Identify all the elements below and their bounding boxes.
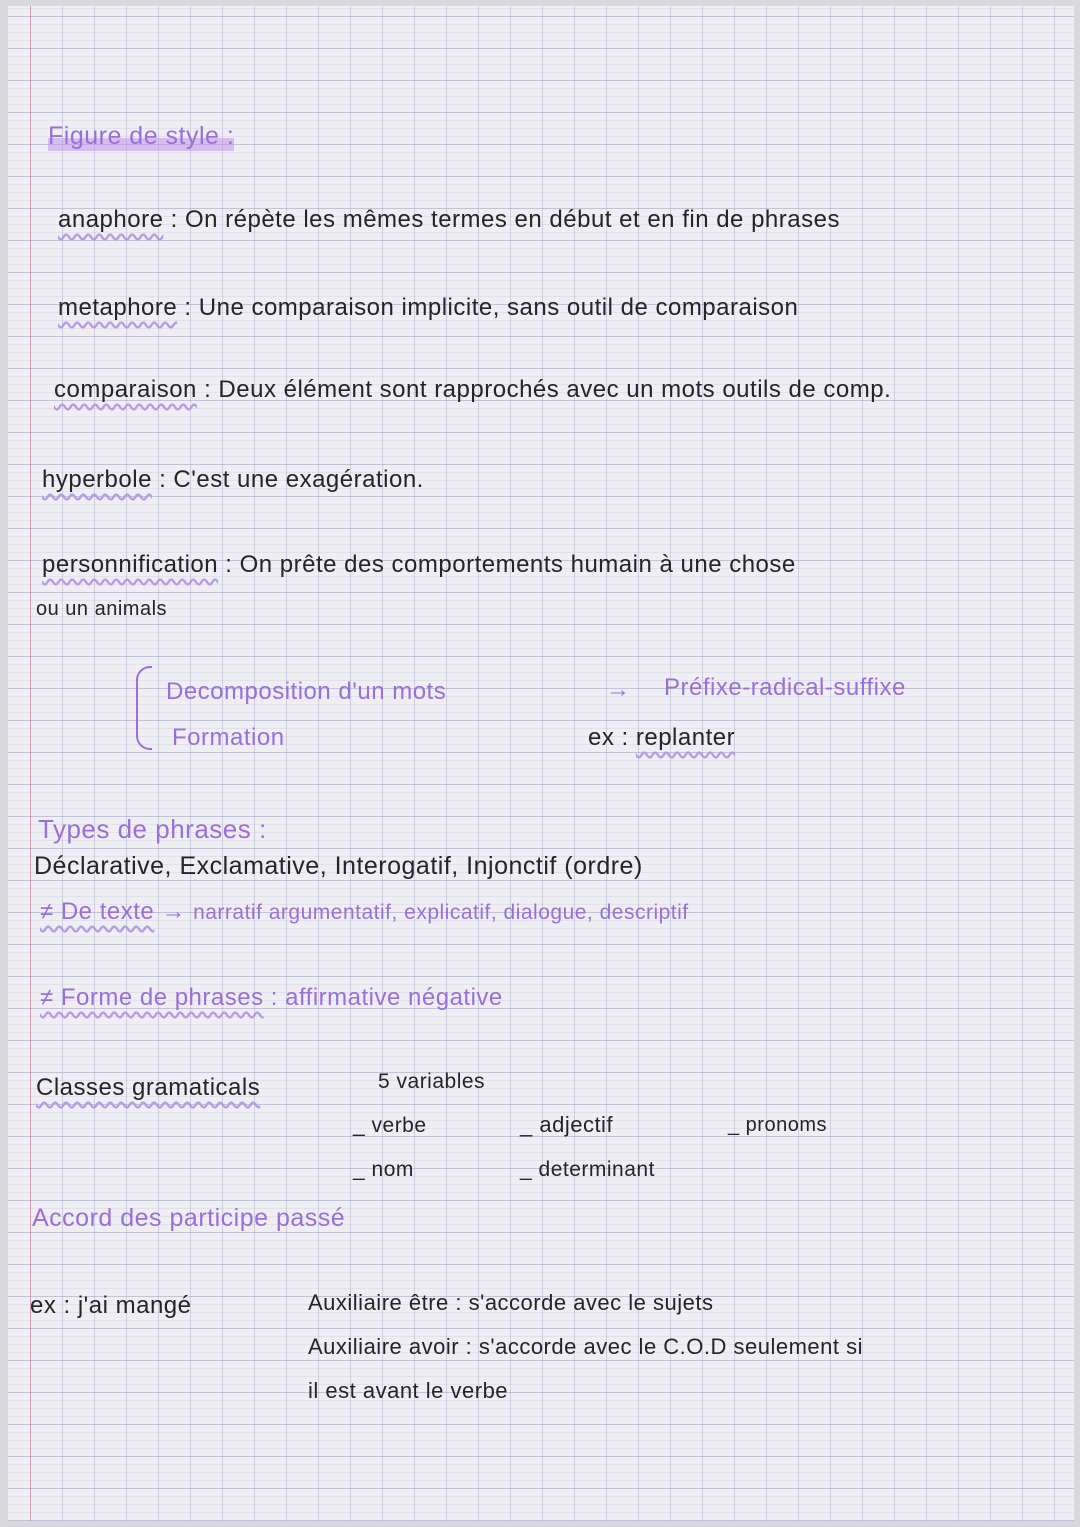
class-item: _ adjectif xyxy=(520,1112,614,1137)
accord-rule-continuation: il est avant le verbe xyxy=(308,1378,509,1403)
section-title-types: Types de phrases : xyxy=(38,814,267,844)
formation-example xyxy=(588,724,735,752)
class-item: _ verbe xyxy=(353,1114,427,1137)
class-item: _ pronoms xyxy=(728,1114,827,1136)
texte-label: ≠ De texte xyxy=(40,898,155,925)
definition: : Une comparaison implicite, sans outil de comparaison xyxy=(184,294,799,321)
texte-list: narratif argumentatif, explicatif, dialogue, descriptif xyxy=(193,901,689,924)
term: metaphore xyxy=(58,294,178,321)
term: anaphore xyxy=(58,206,164,233)
section-title-accord: Accord des participe passé xyxy=(32,1204,346,1232)
notebook-page xyxy=(8,6,1074,1521)
accord-example: ex : j'ai mangé xyxy=(30,1292,192,1319)
example-word: replanter xyxy=(635,724,736,751)
personnification-continuation: ou un animals xyxy=(36,598,168,620)
forme-label: ≠ Forme de phrases xyxy=(40,984,264,1011)
definition: : On répète les mêmes termes en début et en fin de phrases xyxy=(170,206,840,233)
formation-decomposition: Decomposition d'un mots xyxy=(166,678,447,705)
class-item: _ determinant xyxy=(520,1158,655,1181)
figure-personnification xyxy=(42,551,796,579)
class-item: _ nom xyxy=(353,1158,414,1181)
accord-rule-etre: Auxiliaire être : s'accorde avec le sujets xyxy=(308,1290,714,1315)
definition: : Deux élément sont rapprochés avec un mots outils de comp. xyxy=(204,376,892,403)
term: comparaison xyxy=(54,376,197,403)
formation-result: Préfixe-radical-suffixe xyxy=(664,674,906,701)
types-list: Déclarative, Exclamative, Interogatif, Injonctif (ordre) xyxy=(34,852,643,880)
figure-hyperbole xyxy=(42,466,424,494)
example-label: ex : xyxy=(588,724,629,751)
term: hyperbole xyxy=(42,466,152,493)
definition: : C'est une exagération. xyxy=(159,466,424,493)
figure-metaphore xyxy=(58,294,798,322)
forme-list: : affirmative négative xyxy=(270,984,503,1011)
texte-types xyxy=(40,898,689,926)
formation-label: Formation xyxy=(172,724,285,751)
figure-comparaison xyxy=(54,376,891,404)
figure-anaphore xyxy=(58,206,840,234)
definition: : On prête des comportements humain à une chose xyxy=(225,551,796,578)
section-title-classes: Classes gramaticals xyxy=(36,1074,261,1101)
formation-arrow: → xyxy=(606,676,631,703)
accord-rule-avoir: Auxiliaire avoir : s'accorde avec le C.O.D seulement si xyxy=(308,1334,864,1359)
term: personnification xyxy=(42,551,219,578)
forme-phrases xyxy=(40,984,503,1012)
texte-arrow: → xyxy=(161,898,186,925)
section-title-figures: Figure de style : xyxy=(48,122,235,150)
brace xyxy=(136,666,152,750)
classes-count: 5 variables xyxy=(378,1070,486,1093)
